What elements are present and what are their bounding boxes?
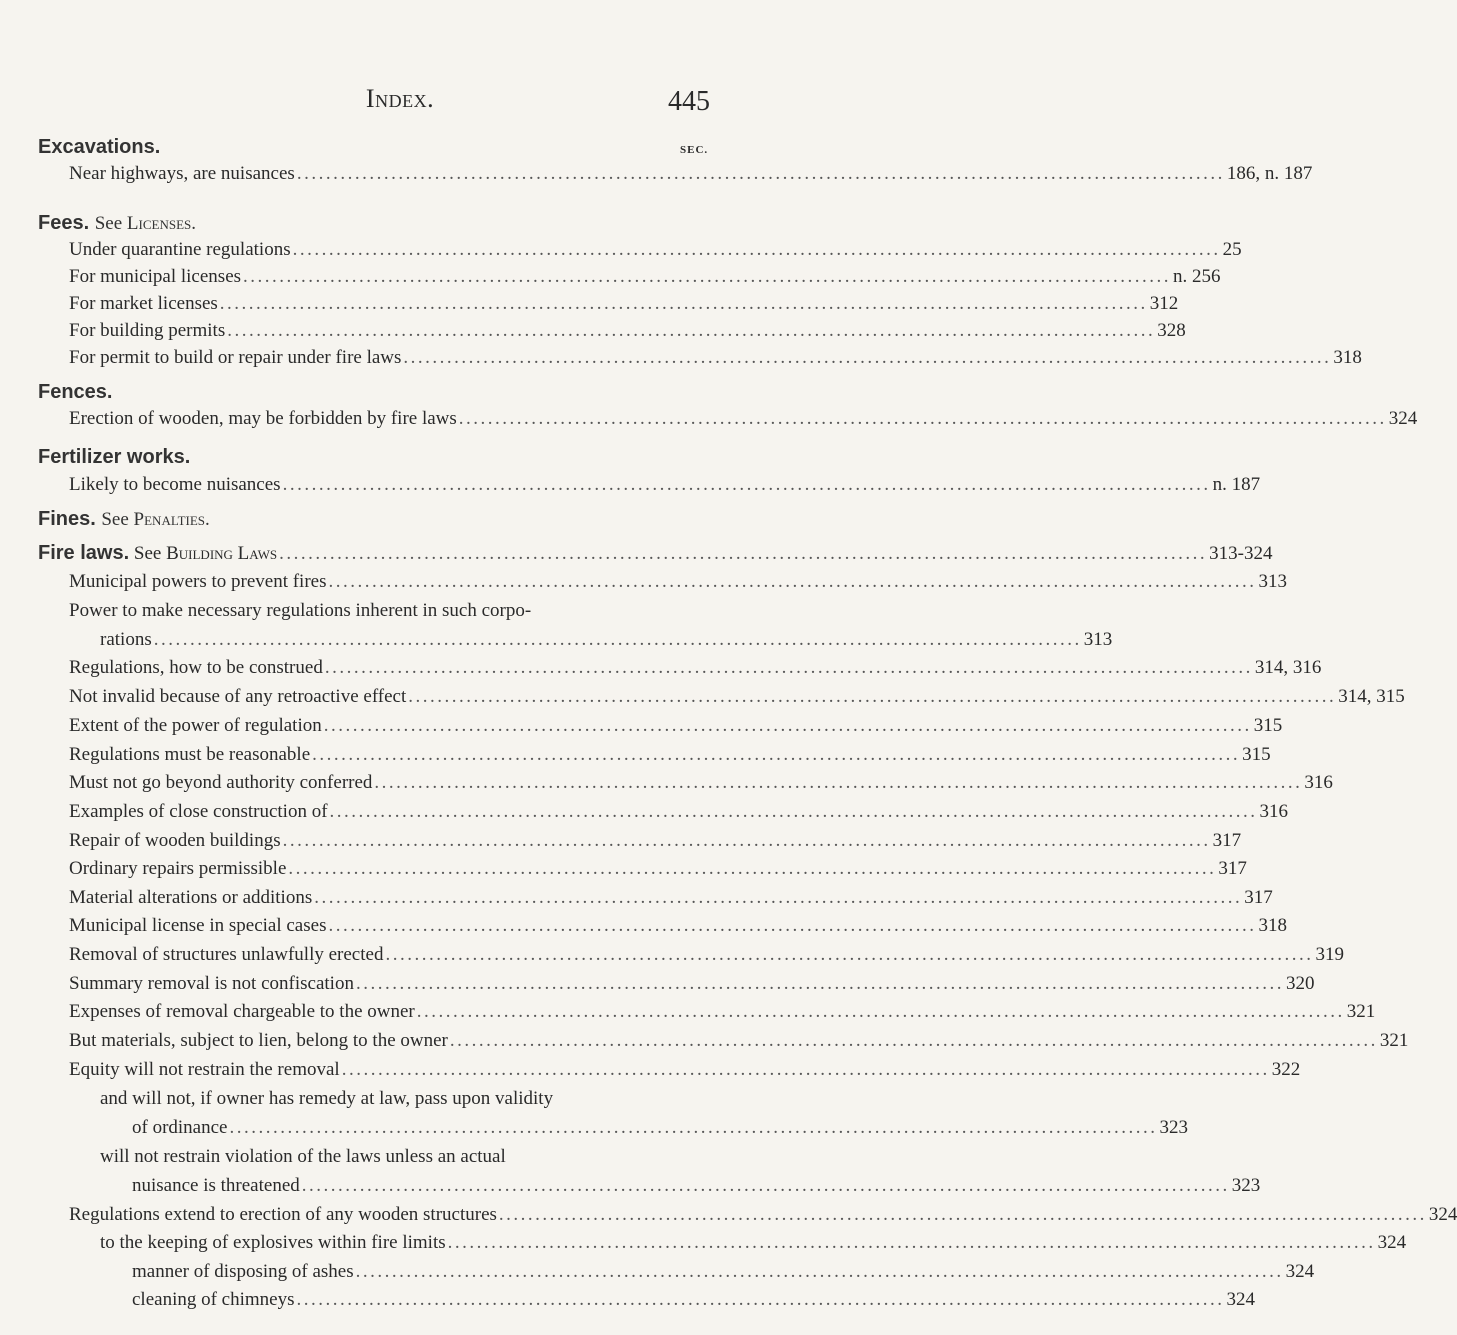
heading-excavations: Excavations. [38,136,161,158]
index-entry: But materials, subject to lien, belong to the owner ................................................................................................................................ 321 [69,1030,1409,1051]
index-entry: Likely to become nuisances ................................................................................................................................ n. 187 [69,474,1261,495]
index-entry: manner of disposing of ashes ................................................................................................................................ 324 [132,1261,1315,1282]
index-entry: nuisance is threatened ................................................................................................................................ 323 [132,1175,1261,1196]
heading-fences: Fences. [38,381,113,403]
heading-fees: Fees. See Licenses. [38,212,196,234]
index-entry: For permit to build or repair under fire laws ................................................................................................................................ 318 [69,347,1362,368]
index-entry: Regulations extend to erection of any wooden structures ................................................................................................................................ 324 [69,1204,1457,1225]
heading-fertilizer-works: Fertilizer works. [38,446,191,468]
index-entry: For market licenses ................................................................................................................................ 312 [69,293,1179,314]
index-entry: Examples of close construction of ................................................................................................................................ 316 [69,801,1289,822]
heading-fines: Fines. See Penalties. [38,508,210,530]
index-entry: Extent of the power of regulation ................................................................................................................................ 315 [69,715,1283,736]
index-entry: Must not go beyond authority conferred ................................................................................................................................ 316 [69,772,1333,793]
index-entry: Municipal license in special cases ................................................................................................................................ 318 [69,915,1287,936]
page-title: Index. [365,84,435,113]
index-entry: Expenses of removal chargeable to the owner ................................................................................................................................ 321 [69,1001,1376,1022]
heading-fire-laws: Fire laws. See Building Laws ................................................................................................................................ 313-324 [38,542,1273,564]
index-entry-continued: Power to make necessary regulations inherent in such corpo- [69,600,532,621]
index-entry: Summary removal is not confiscation ................................................................................................................................ 320 [69,973,1315,994]
index-entry: Material alterations or additions ................................................................................................................................ 317 [69,887,1273,908]
sec-column-label: SEC. [680,144,709,156]
index-entry: of ordinance ................................................................................................................................ 323 [132,1117,1188,1138]
index-entry: Regulations must be reasonable ................................................................................................................................ 315 [69,744,1271,765]
index-entry-continued: will not restrain violation of the laws unless an actual [100,1146,506,1167]
index-entry: For building permits ................................................................................................................................ 328 [69,320,1186,341]
index-entry: Removal of structures unlawfully erected ................................................................................................................................ 319 [69,944,1344,965]
index-entry: Erection of wooden, may be forbidden by fire laws ................................................................................................................................ 324 [69,408,1418,429]
page-number: 445 [668,86,710,117]
index-entry: Not invalid because of any retroactive effect ................................................................................................................................ 314, 315 [69,686,1405,707]
index-entry: cleaning of chimneys ................................................................................................................................ 324 [132,1289,1256,1310]
index-entry-continued: and will not, if owner has remedy at law, pass upon validity [100,1088,554,1109]
index-entry: to the keeping of explosives within fire limits ................................................................................................................................ 324 [100,1232,1407,1253]
index-entry: Repair of wooden buildings ................................................................................................................................ 317 [69,830,1242,851]
index-entry: Regulations, how to be construed ................................................................................................................................ 314, 316 [69,657,1322,678]
index-entry: Equity will not restrain the removal ................................................................................................................................ 322 [69,1059,1301,1080]
index-entry: For municipal licenses ................................................................................................................................ n. 256 [69,266,1221,287]
index-entry: Near highways, are nuisances ................................................................................................................................ 186, n. 187 [69,163,1313,184]
index-entry: Municipal powers to prevent fires ................................................................................................................................ 313 [69,571,1287,592]
index-entry: rations ................................................................................................................................ 313 [100,629,1113,650]
index-entry: Under quarantine regulations ................................................................................................................................ 25 [69,239,1242,260]
index-entry: Ordinary repairs permissible ................................................................................................................................ 317 [69,858,1247,879]
